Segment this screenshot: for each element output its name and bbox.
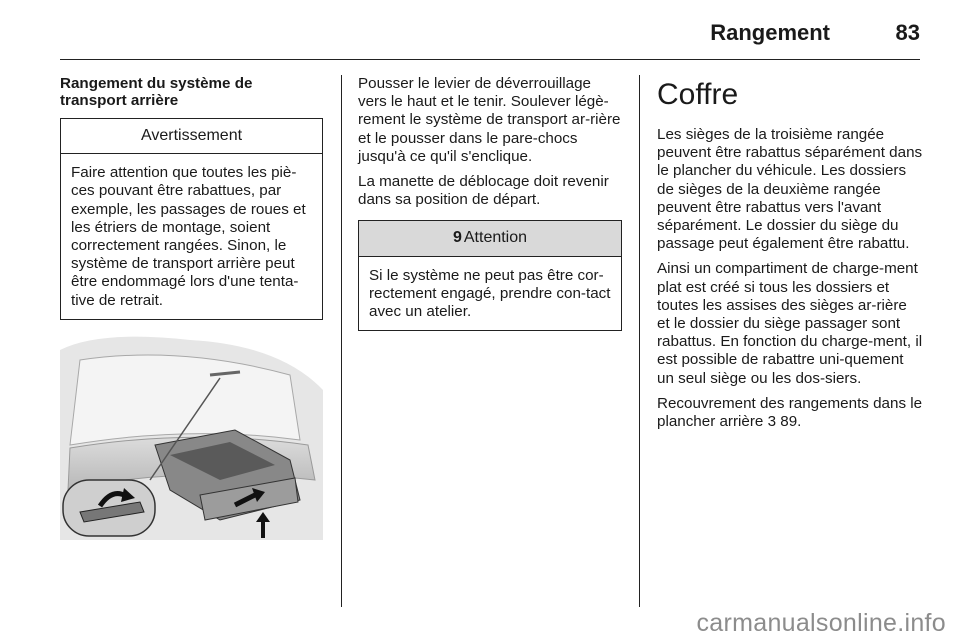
middle-paragraph-1: Pousser le levier de déverrouillage vers le haut et le tenir. Soulever légè-rement le système de transport ar-rière et le pousser dans le pare-chocs jusqu'à ce qu'il s'enclique. xyxy=(358,75,621,165)
right-paragraph-2: Ainsi un compartiment de charge-ment plat est créé si tous les dossiers et toutes les assises des sièges ar-rière et le dossier du siège passager sont rabattus. En fonction du charge-ment, il est possible de rabattre uni-quement un seul siège ou les dos-siers. xyxy=(657,260,923,387)
right-paragraph-1: Les sièges de la troisième rangée peuvent être rabattus séparément dans le plancher du véhicule. Les dossiers de sièges de la deuxième rangée peuvent être rabattus vers l'avant séparément. Le dossier du siège du passage peut également être rabattu. xyxy=(657,126,923,253)
rear-carrier-illustration xyxy=(60,330,323,540)
cross-reference-text: Recouvrement des rangements dans le plancher arrière xyxy=(657,394,923,431)
column-divider-1 xyxy=(341,75,342,607)
page-reference-link[interactable]: 89. xyxy=(780,413,802,431)
rear-carrier-stowage-illustration xyxy=(60,330,323,540)
middle-paragraph-2: La manette de déblocage doit revenir dans sa position de départ. xyxy=(358,173,609,209)
attention-title: Attention xyxy=(463,229,528,247)
section-title: Coffre xyxy=(657,78,739,111)
attention-box xyxy=(358,220,622,331)
watermark: carmanualsonline.info xyxy=(696,609,946,637)
attention-body: Si le système ne peut pas être cor-rectement engagé, prendre con-tact avec un atelier. xyxy=(369,266,611,321)
middle-column xyxy=(358,75,622,331)
warning-title: Avertissement xyxy=(61,119,322,154)
right-paragraph-3 xyxy=(657,395,923,431)
warning-box xyxy=(60,118,323,320)
page-reference-icon: 3 xyxy=(767,413,777,431)
page-header xyxy=(60,0,920,58)
header-divider xyxy=(60,59,920,60)
right-column xyxy=(657,75,923,438)
left-column xyxy=(60,75,323,320)
warning-triangle-icon: 9 xyxy=(452,229,462,247)
page-number: 83 xyxy=(895,20,920,45)
section-heading: Rangement du système de transport arrière xyxy=(60,75,253,109)
column-divider-2 xyxy=(639,75,640,607)
warning-body: Faire attention que toutes les piè-ces pouvant être rabattues, par exemple, les passages de roues et les étriers de montage, soient correctement rangées. Sinon, le système de transport arrière peut être endommagé lors d'une tenta-tive de retrait. xyxy=(71,164,306,309)
page-title: Rangement xyxy=(710,20,830,45)
attention-header xyxy=(359,221,621,256)
